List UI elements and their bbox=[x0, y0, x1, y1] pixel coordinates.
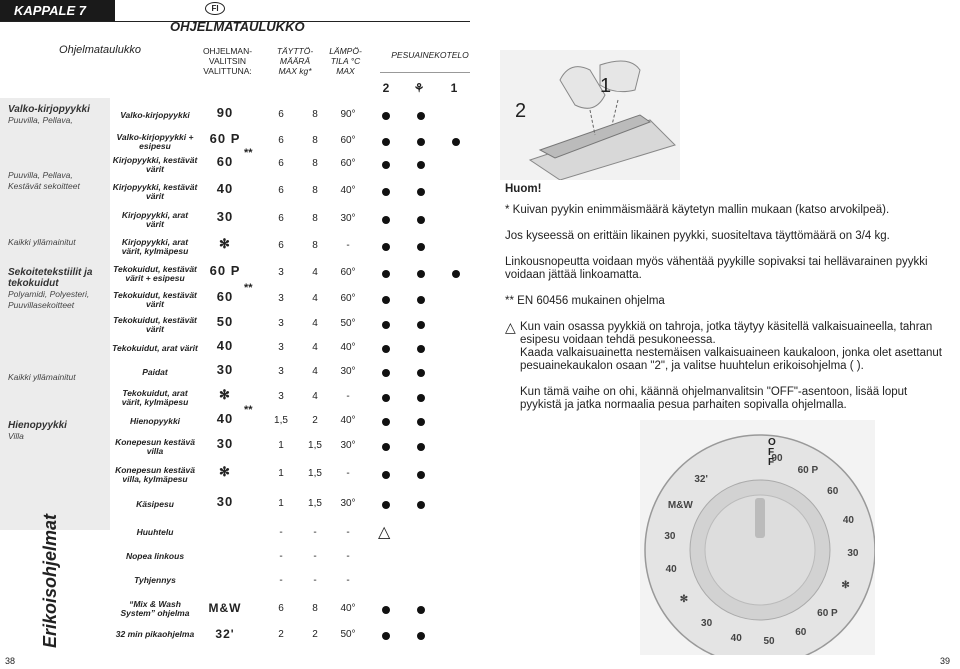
en60456-mark: ** bbox=[244, 147, 253, 159]
program-name: Nopea linkous bbox=[125, 551, 185, 562]
detergent-dot bbox=[382, 243, 390, 251]
max-load: 1 bbox=[278, 468, 284, 479]
detergent-dot bbox=[417, 501, 425, 509]
detergent-dot bbox=[452, 270, 460, 278]
bleach-triangle-icon: △ bbox=[378, 524, 391, 541]
max-load: 3 bbox=[278, 293, 284, 304]
max-load: 1,5 bbox=[308, 468, 322, 479]
selector-position: 30 bbox=[216, 362, 234, 377]
program-name: Konepesun kestävä villa, kylmäpesu bbox=[115, 464, 195, 484]
detergent-dot bbox=[417, 112, 425, 120]
knob-label: 60 bbox=[795, 626, 807, 638]
max-temperature: 40° bbox=[340, 342, 356, 353]
knob-label: 50 bbox=[763, 635, 775, 647]
max-load: 4 bbox=[312, 267, 318, 278]
note-4: ** EN 60456 mukainen ohjelma bbox=[505, 295, 665, 307]
max-load: 3 bbox=[278, 366, 284, 377]
selector-position: ✻ bbox=[219, 387, 231, 402]
detergent-dot bbox=[382, 418, 390, 426]
selector-position: 40 bbox=[216, 411, 234, 426]
note-5c: Kun tämä vaihe on ohi, käännä ohjelmanvalitsin "OFF"-asentoon, lisää loput pyykistä ja jatka normaalia pesua parhaiten sopivalla ohjelmalla. bbox=[520, 386, 908, 411]
max-load: 8 bbox=[312, 109, 318, 120]
program-name: Kirjopyykki, arat värit bbox=[121, 209, 189, 229]
max-load: 3 bbox=[278, 267, 284, 278]
max-load: 8 bbox=[312, 158, 318, 169]
max-load: 4 bbox=[312, 318, 318, 329]
det-col-flower-icon: ⚘ bbox=[413, 81, 425, 95]
program-name: 32 min pikaohjelma bbox=[115, 629, 195, 640]
program-name: Kirjopyykki, kestävät värit bbox=[112, 154, 198, 174]
detergent-dot bbox=[382, 296, 390, 304]
table-row bbox=[0, 147, 470, 177]
detergent-dot bbox=[417, 321, 425, 329]
knob-label: 60 P bbox=[817, 607, 838, 619]
max-load: 6 bbox=[278, 135, 284, 146]
knob-label: 30 bbox=[701, 618, 713, 630]
max-load: 2 bbox=[312, 629, 318, 640]
table-row bbox=[0, 493, 470, 517]
special-section-label: Erikoisohjelmat bbox=[40, 513, 60, 648]
max-load: 8 bbox=[312, 135, 318, 146]
chapter-label: KAPPALE 7 bbox=[0, 0, 115, 22]
category-1: Valko-kirjopyykki Puuvilla, Pellava, bbox=[8, 104, 90, 125]
special-row bbox=[0, 598, 470, 620]
max-load: 1,5 bbox=[308, 498, 322, 509]
knob-label: 60 P bbox=[797, 464, 819, 476]
max-temperature: 50° bbox=[340, 318, 356, 329]
table-row bbox=[0, 104, 470, 128]
max-load: - bbox=[313, 575, 317, 586]
max-load: 4 bbox=[312, 342, 318, 353]
col-header-table: Ohjelmataulukko bbox=[59, 44, 141, 56]
program-name: Kirjopyykki, arat värit, kylmäpesu bbox=[121, 236, 189, 256]
max-load: 8 bbox=[312, 213, 318, 224]
page-number-right: 39 bbox=[940, 656, 951, 666]
max-load: 6 bbox=[278, 185, 284, 196]
det-col-1: 1 bbox=[450, 81, 458, 95]
table-row bbox=[0, 386, 470, 410]
max-load: - bbox=[313, 527, 317, 538]
note-1: * Kuivan pyykin enimmäismäärä käytetyn mallin mukaan (katso arvokilpeä). bbox=[505, 204, 890, 216]
max-temperature: 30° bbox=[340, 366, 356, 377]
detergent-dot bbox=[417, 161, 425, 169]
detergent-dot bbox=[382, 471, 390, 479]
max-load: 6 bbox=[278, 240, 284, 251]
max-load: - bbox=[279, 527, 283, 538]
detergent-dot bbox=[417, 606, 425, 614]
detergent-dot bbox=[417, 471, 425, 479]
max-load: 6 bbox=[278, 603, 284, 614]
col-header-detergent: PESUAINEKOTELO bbox=[391, 50, 469, 60]
selector-position: 32' bbox=[215, 627, 235, 641]
detergent-dot bbox=[382, 138, 390, 146]
max-temperature: 30° bbox=[340, 498, 356, 509]
program-name: Tyhjennys bbox=[134, 575, 176, 586]
max-load: - bbox=[313, 551, 317, 562]
drawer-label-2: 2 bbox=[515, 100, 527, 122]
detergent-dot bbox=[382, 443, 390, 451]
notes-heading: Huom! bbox=[505, 183, 542, 195]
max-load: 6 bbox=[278, 109, 284, 120]
special-row bbox=[0, 570, 470, 592]
program-name: Tekokuidut, kestävät värit bbox=[113, 314, 197, 334]
program-name: Käsipesu bbox=[136, 499, 174, 510]
det-divider bbox=[380, 72, 470, 73]
detergent-dot bbox=[382, 161, 390, 169]
max-temperature: 60° bbox=[340, 135, 356, 146]
triangle-icon: △ bbox=[505, 319, 516, 335]
max-load: 6 bbox=[278, 213, 284, 224]
program-name: Tekokuidut, kestävät värit + esipesu bbox=[113, 263, 197, 283]
detergent-dot bbox=[382, 394, 390, 402]
max-load: 2 bbox=[278, 629, 284, 640]
selector-position: 90 bbox=[216, 105, 234, 120]
table-row bbox=[0, 337, 470, 361]
detergent-dot bbox=[382, 345, 390, 353]
max-load: 1 bbox=[278, 498, 284, 509]
table-row bbox=[0, 463, 470, 487]
table-row bbox=[0, 361, 470, 385]
max-temperature: - bbox=[346, 468, 350, 479]
table-row bbox=[0, 262, 470, 286]
max-temperature: 40° bbox=[340, 415, 356, 426]
selector-position: 50 bbox=[216, 314, 234, 329]
max-temperature: - bbox=[346, 575, 350, 586]
knob-label: 30 bbox=[664, 530, 676, 542]
max-load: - bbox=[279, 551, 283, 562]
detergent-dot bbox=[382, 188, 390, 196]
program-name: Paidat bbox=[142, 367, 168, 378]
table-row bbox=[0, 313, 470, 337]
det-col-2: 2 bbox=[382, 81, 390, 95]
table-row bbox=[0, 235, 470, 259]
max-temperature: - bbox=[346, 551, 350, 562]
selector-position: ✻ bbox=[219, 236, 231, 251]
program-name: Tekokuidut, arat värit bbox=[112, 343, 198, 354]
knob-label: 90 bbox=[771, 453, 783, 465]
knob-label: 40 bbox=[665, 563, 677, 575]
program-name: Huuhtelu bbox=[136, 527, 174, 538]
detergent-dot bbox=[382, 501, 390, 509]
category-6: Hienopyykki Villa bbox=[8, 420, 67, 441]
detergent-dot bbox=[452, 138, 460, 146]
category-4: Sekoitetekstiilit ja tekokuidut Polyamidi, Polyesteri, Puuvillasekoitteet bbox=[8, 267, 93, 310]
program-name: Valko-kirjopyykki + esipesu bbox=[116, 131, 194, 151]
max-temperature: 30° bbox=[340, 440, 356, 451]
selector-position: 60 P bbox=[209, 131, 241, 146]
table-row bbox=[0, 208, 470, 232]
max-temperature: 90° bbox=[340, 109, 356, 120]
note-5a: Kun vain osassa pyykkiä on tahroja, jotka täytyy käsitellä valkaisuaineella, tahran esipesu voidaan tehdä pesukoneessa. bbox=[520, 321, 933, 346]
category-2: Puuvilla, Pellava, Kestävät sekoitteet bbox=[8, 170, 80, 191]
max-temperature: - bbox=[346, 240, 350, 251]
max-load: 8 bbox=[312, 603, 318, 614]
selector-position: 40 bbox=[216, 181, 234, 196]
max-temperature: 60° bbox=[340, 293, 356, 304]
special-row bbox=[0, 624, 470, 646]
category-3: Kaikki yllämainitut bbox=[8, 237, 76, 247]
page-number-left: 38 bbox=[5, 656, 16, 666]
detergent-dot bbox=[382, 632, 390, 640]
detergent-dot bbox=[417, 243, 425, 251]
page-title: OHJELMATAULUKKO bbox=[170, 19, 305, 34]
detergent-dot bbox=[417, 394, 425, 402]
knob-label: 40 bbox=[842, 515, 854, 527]
program-name: Tekokuidut, arat värit, kylmäpesu bbox=[121, 387, 189, 407]
selector-position: 40 bbox=[216, 338, 234, 353]
detergent-dot bbox=[417, 216, 425, 224]
max-temperature: 40° bbox=[340, 603, 356, 614]
max-load: 1,5 bbox=[274, 415, 288, 426]
max-load: 4 bbox=[312, 366, 318, 377]
selector-position: 30 bbox=[216, 436, 234, 451]
program-name: Kirjopyykki, kestävät värit bbox=[112, 181, 198, 201]
program-name: Konepesun kestävä villa bbox=[115, 436, 195, 456]
knob-off-label: OFF bbox=[768, 437, 776, 468]
en60456-mark: ** bbox=[244, 404, 253, 416]
detergent-dot bbox=[382, 321, 390, 329]
table-row bbox=[0, 404, 470, 434]
detergent-dot bbox=[382, 369, 390, 377]
knob-label: 40 bbox=[730, 632, 742, 644]
drawer-label-1: 1 bbox=[600, 75, 612, 97]
program-name: “Mix & Wash System” ohjelma bbox=[120, 598, 190, 618]
detergent-dot bbox=[382, 112, 390, 120]
knob-label: 32' bbox=[694, 474, 708, 486]
note-5b: Kaada valkaisuainetta nestemäisen valkaisuaineen kaukaloon, jonka olet asettanut pesuainekaukalon osaan "2", ja valitse huuhtelun erikoisohjelma ( ). bbox=[520, 347, 942, 372]
col-header-load: TÄYTTÖ- MÄÄRÄ MAX kg* bbox=[276, 46, 314, 76]
knob-label: ✻ bbox=[679, 594, 689, 606]
max-load: 1,5 bbox=[308, 440, 322, 451]
detergent-dot bbox=[417, 369, 425, 377]
selector-position: ✻ bbox=[219, 464, 231, 479]
selector-position: 30 bbox=[216, 209, 234, 224]
knob-label: 60 bbox=[827, 486, 839, 498]
detergent-dot bbox=[417, 138, 425, 146]
selector-position: 60 bbox=[216, 289, 234, 304]
program-name: Valko-kirjopyykki bbox=[120, 110, 190, 121]
en60456-mark: ** bbox=[244, 282, 253, 294]
selector-position: M&W bbox=[208, 601, 242, 615]
max-load: 3 bbox=[278, 318, 284, 329]
table-row bbox=[0, 130, 470, 154]
program-name: Hienopyykki bbox=[129, 416, 181, 427]
detergent-dot bbox=[417, 270, 425, 278]
max-temperature: 40° bbox=[340, 185, 356, 196]
table-row bbox=[0, 435, 470, 459]
note-2: Jos kyseessä on erittäin likainen pyykki, suositeltava täyttömäärä on 3/4 kg. bbox=[505, 230, 890, 242]
category-5: Kaikki yllämainitut bbox=[8, 372, 76, 382]
detergent-dot bbox=[382, 216, 390, 224]
max-load: 4 bbox=[312, 293, 318, 304]
max-temperature: 50° bbox=[340, 629, 356, 640]
max-load: 3 bbox=[278, 391, 284, 402]
max-load: 6 bbox=[278, 158, 284, 169]
max-load: 2 bbox=[312, 415, 318, 426]
col-header-temp: LÄMPÖ- TILA °C MAX bbox=[329, 46, 362, 76]
language-badge: FI bbox=[205, 2, 225, 15]
knob-label: M&W bbox=[667, 499, 693, 511]
special-row bbox=[0, 546, 470, 568]
program-name: Tekokuidut, kestävät värit bbox=[113, 289, 197, 309]
max-load: - bbox=[279, 575, 283, 586]
detergent-drawer-illustration bbox=[500, 50, 680, 180]
detergent-dot bbox=[417, 188, 425, 196]
max-temperature: 60° bbox=[340, 158, 356, 169]
detergent-dot bbox=[417, 418, 425, 426]
detergent-dot bbox=[417, 296, 425, 304]
max-load: 4 bbox=[312, 391, 318, 402]
note-3: Linkousnopeutta voidaan myös vähentää pyykille sopivaksi tai hellävarainen pyykki voidaan jättää linkoamatta. bbox=[505, 256, 928, 281]
max-load: 8 bbox=[312, 240, 318, 251]
selector-position: 60 P bbox=[209, 263, 241, 278]
detergent-dot bbox=[382, 270, 390, 278]
program-knob bbox=[640, 420, 875, 655]
detergent-dot bbox=[382, 606, 390, 614]
knob-label: 30 bbox=[847, 548, 859, 559]
detergent-dot bbox=[417, 345, 425, 353]
selector-position: 30 bbox=[216, 494, 234, 509]
table-row bbox=[0, 180, 470, 204]
max-load: 1 bbox=[278, 440, 284, 451]
col-header-selector: OHJELMAN- VALITSIN VALITTUNA: bbox=[202, 46, 253, 76]
max-temperature: 60° bbox=[340, 267, 356, 278]
max-temperature: - bbox=[346, 391, 350, 402]
table-row bbox=[0, 282, 470, 312]
max-load: 8 bbox=[312, 185, 318, 196]
detergent-dot bbox=[417, 632, 425, 640]
selector-position: 60 bbox=[216, 154, 234, 169]
max-temperature: 30° bbox=[340, 213, 356, 224]
special-row bbox=[0, 522, 470, 544]
detergent-dot bbox=[417, 443, 425, 451]
knob-label: ✻ bbox=[841, 580, 850, 592]
max-load: 3 bbox=[278, 342, 284, 353]
max-temperature: - bbox=[346, 527, 350, 538]
